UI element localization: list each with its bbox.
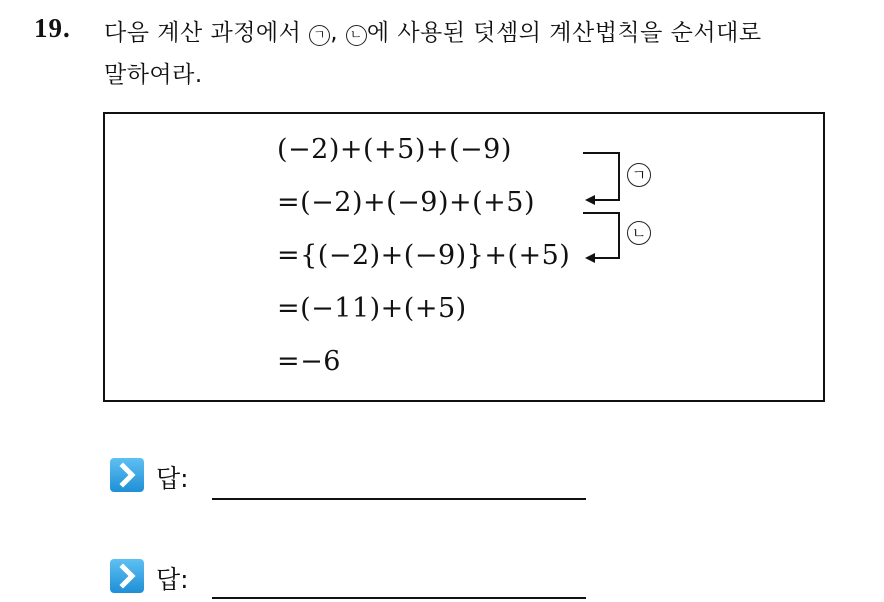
- answer-label-1: 답:: [156, 464, 189, 493]
- question-line-2: 말하여라.: [104, 62, 203, 88]
- chevron-right-icon: [110, 559, 144, 593]
- step-marker-b: ㄴ: [627, 221, 651, 245]
- question-text: [104, 12, 874, 96]
- step-label-a: [627, 163, 651, 187]
- question-line-1: [104, 12, 874, 54]
- answer-field-1[interactable]: [212, 498, 586, 500]
- calc-line-4: =(−11)+(+5): [277, 293, 467, 324]
- calc-line-2: =(−2)+(−9)+(+5): [277, 187, 535, 218]
- calc-line-3: ={(−2)+(−9)}+(+5): [277, 240, 571, 271]
- question-text-after: 에 사용된 덧셈의 계산법칙을 순서대로: [366, 20, 762, 46]
- marker-b: ㄴ: [346, 25, 367, 46]
- question-number: 19.: [34, 13, 71, 43]
- step-label-b: [627, 221, 651, 245]
- question-text-before: 다음 계산 과정에서: [104, 20, 310, 46]
- chevron-right-icon: [110, 458, 144, 492]
- question-text-between: ,: [330, 20, 346, 46]
- arrow-step-a: [583, 153, 619, 200]
- calc-line-1: (−2)+(+5)+(−9): [277, 134, 512, 165]
- step-marker-a: ㄱ: [627, 163, 651, 187]
- answer-field-2[interactable]: [212, 597, 586, 599]
- step-arrows: [105, 114, 827, 404]
- arrow-head-b: [585, 253, 595, 263]
- arrow-head-a: [585, 195, 595, 205]
- calculation-box: [103, 112, 825, 402]
- arrow-step-b: [583, 213, 619, 258]
- marker-a: ㄱ: [309, 25, 330, 46]
- answer-label-2: 답:: [156, 565, 189, 594]
- calc-line-5: =−6: [277, 346, 341, 377]
